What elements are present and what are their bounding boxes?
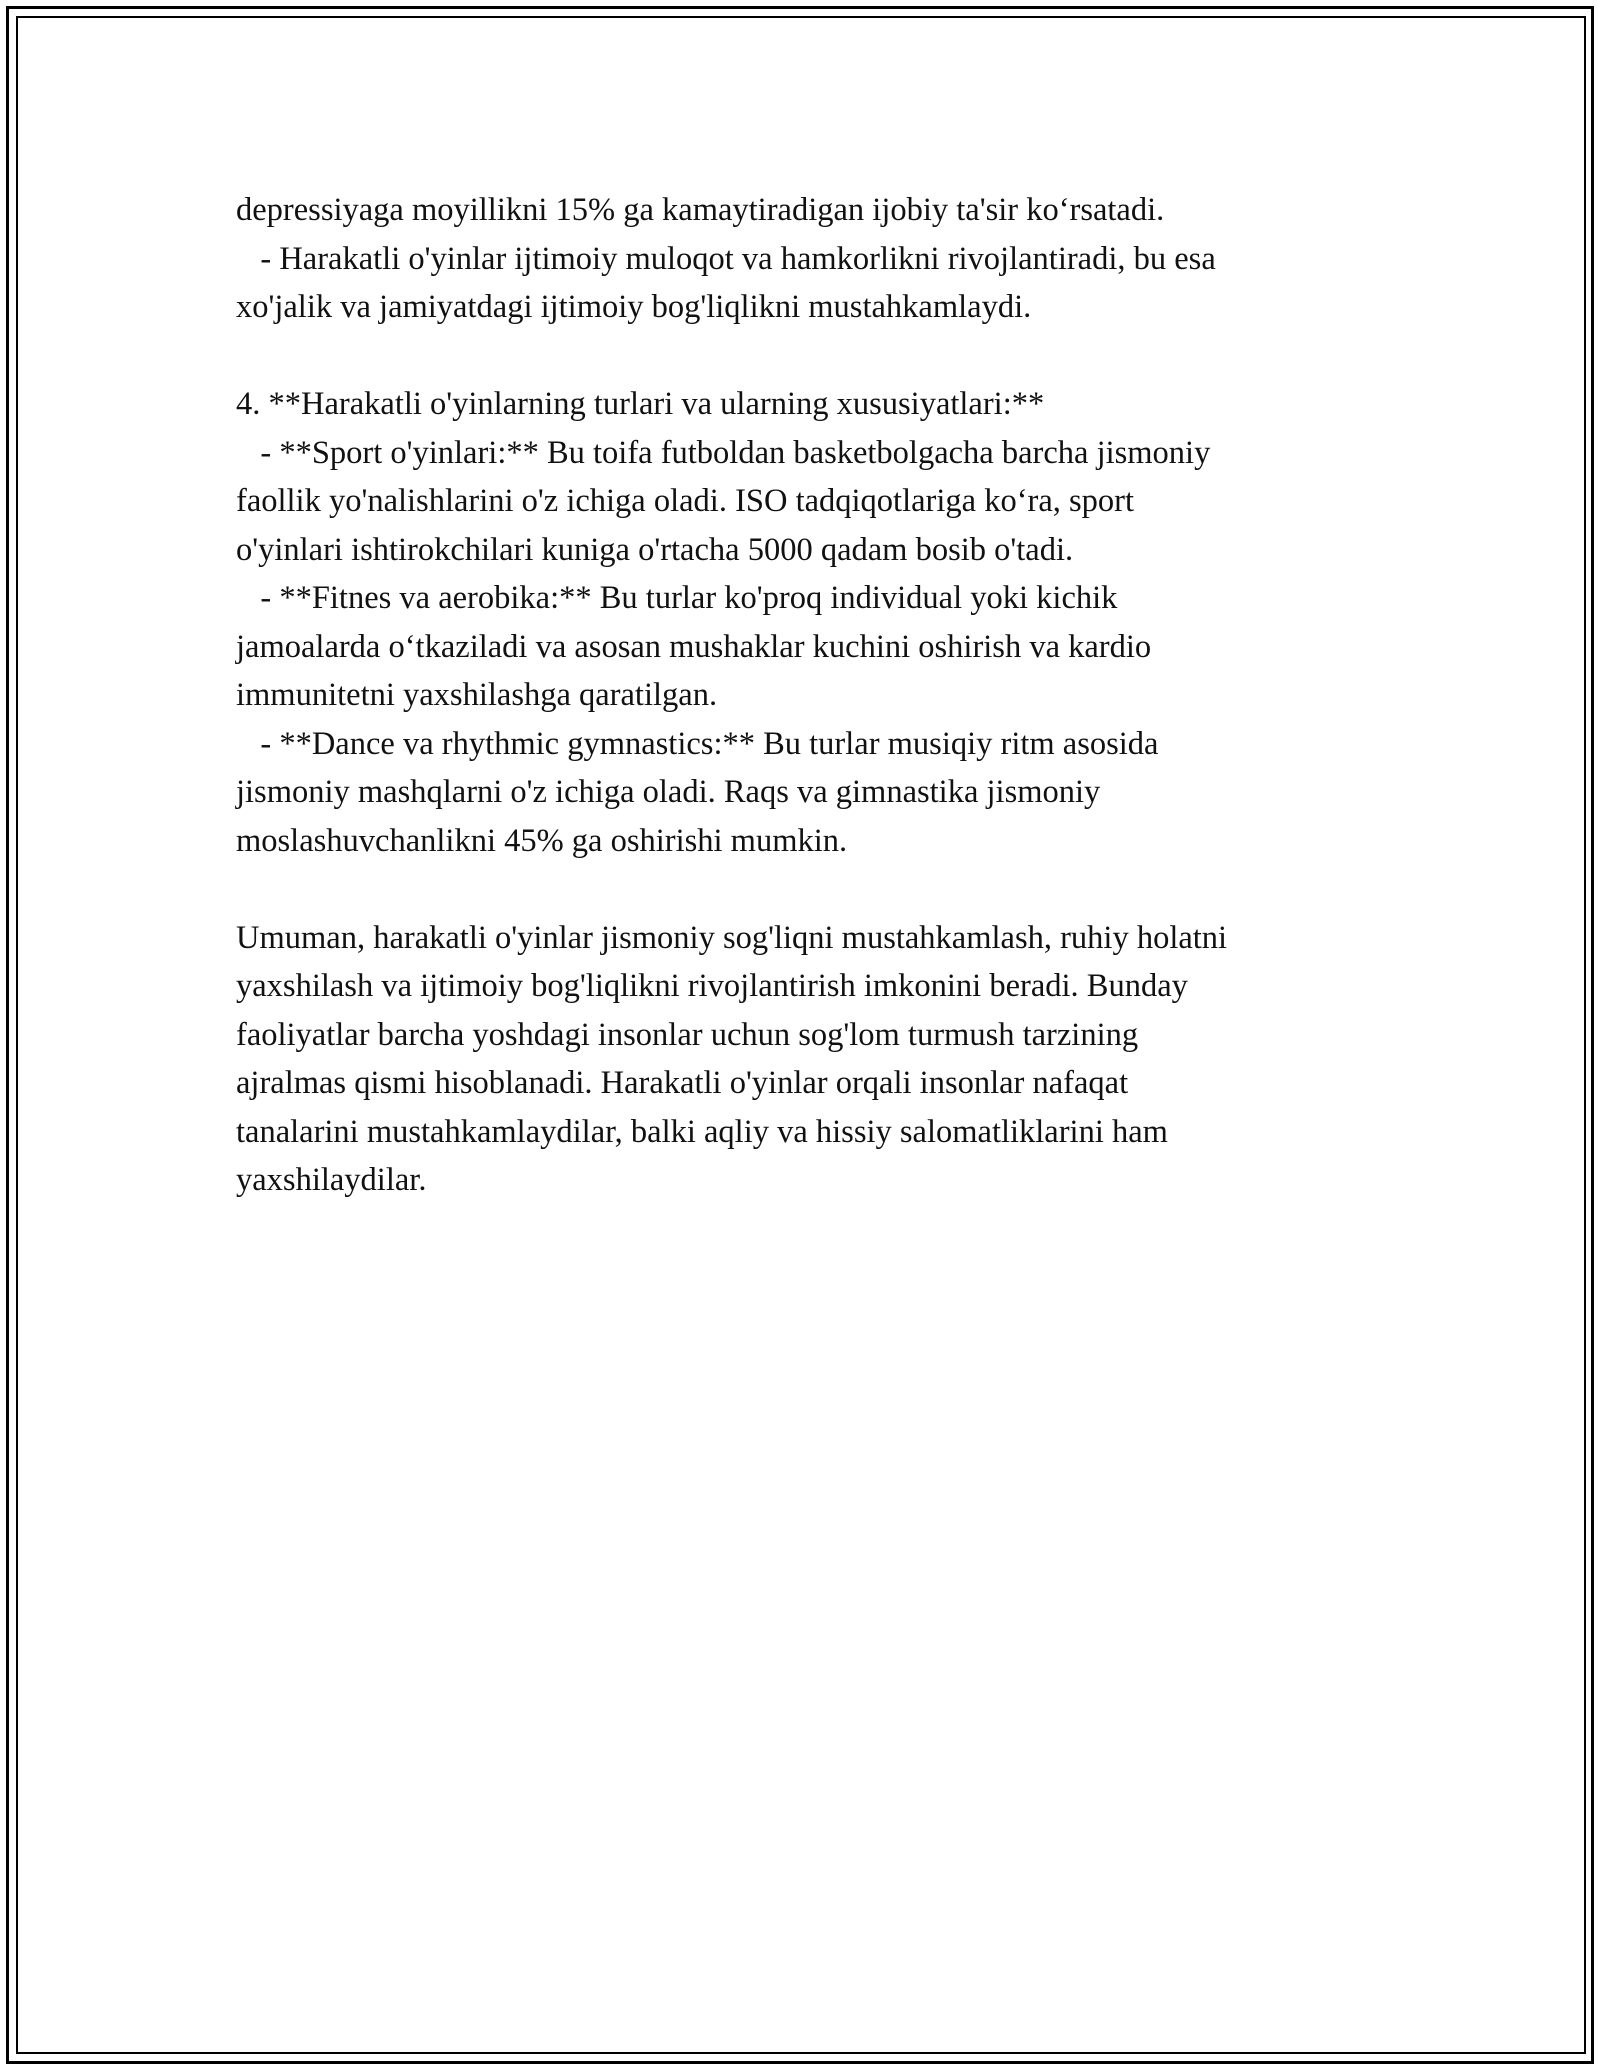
text-line: jismoniy mashqlarni o'z ichiga oladi. Raqs va gimnastika jismoniy [236, 774, 1101, 810]
text-line: faoliyatlar barcha yoshdagi insonlar uchun sog'lom turmush tarzining [236, 1016, 1139, 1053]
paragraph-benefits-continued [236, 186, 1376, 332]
text-line: tanalarini mustahkamlaydilar, balki aqliy va hissiy salomatliklarini ham [236, 1113, 1168, 1150]
text-line: immunitetni yaxshilashga qaratilgan. [236, 677, 718, 713]
text-line: yaxshilash va ijtimoiy bog'liqlikni rivojlantirish imkonini beradi. Bunday [236, 968, 1188, 1004]
text-line: moslashuvchanlikni 45% ga oshirishi mumkin. [236, 822, 848, 859]
text-line: jamoalarda oʻtkaziladi va asosan mushaklar kuchini oshirish va kardio [236, 628, 1152, 665]
paragraph-spacer [236, 332, 1376, 381]
text-line: yaxshilaydilar. [236, 1162, 427, 1198]
paragraph-spacer [236, 865, 1376, 914]
text-line: Umuman, harakatli o'yinlar jismoniy sog'liqni mustahkamlash, ruhiy holatni [236, 919, 1228, 956]
paragraph-conclusion [236, 914, 1376, 1205]
text-line: - Harakatli o'yinlar ijtimoiy muloqot va hamkorlikni rivojlantiradi, bu esa [236, 240, 1216, 277]
text-line: faollik yo'nalishlarini o'z ichiga oladi. ISO tadqiqotlariga koʻra, sport [236, 483, 1135, 519]
text-line: depressiyaga moyillikni 15% ga kamaytiradigan ijobiy ta'sir koʻrsatadi. [236, 192, 1165, 228]
section-heading-line: 4. **Harakatli o'yinlarning turlari va ularning xususiyatlari:** [236, 386, 1045, 422]
text-line: ajralmas qismi hisoblanadi. Harakatli o'yinlar orqali insonlar nafaqat [236, 1065, 1129, 1101]
text-line: xo'jalik va jamiyatdagi ijtimoiy bog'liqlikni mustahkamlaydi. [236, 289, 1032, 325]
text-line: o'yinlari ishtirokchilari kuniga o'rtacha 5000 qadam bosib o'tadi. [236, 531, 1074, 568]
document-body [236, 186, 1376, 1205]
text-line: - **Sport o'yinlari:** Bu toifa futboldan basketbolgacha barcha jismoniy [236, 434, 1211, 471]
paragraph-game-types [236, 380, 1376, 865]
text-line: - **Fitnes va aerobika:** Bu turlar ko'proq individual yoki kichik [236, 580, 1118, 616]
text-line: - **Dance va rhythmic gymnastics:** Bu turlar musiqiy ritm asosida [236, 725, 1159, 762]
